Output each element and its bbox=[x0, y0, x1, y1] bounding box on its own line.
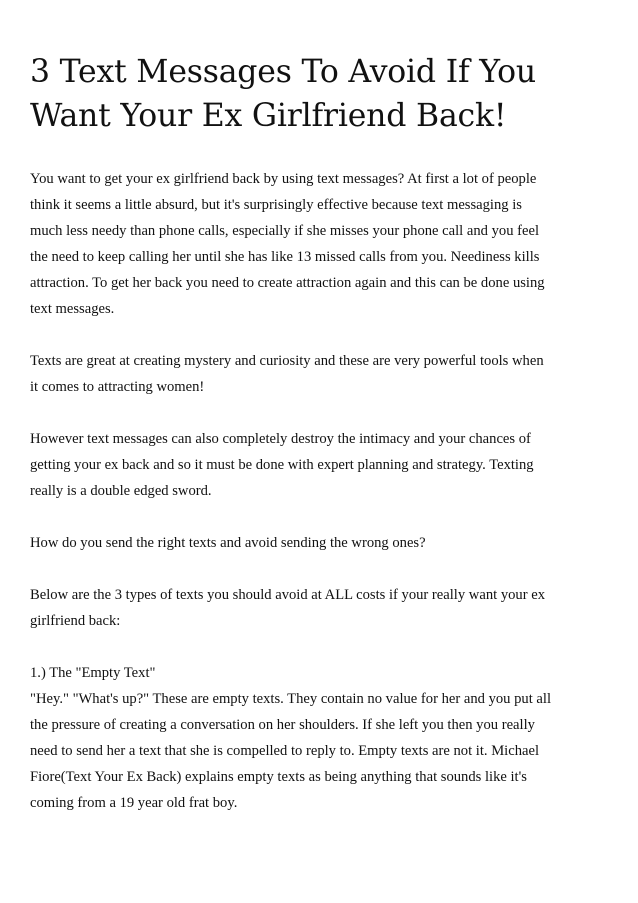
text-line: it comes to attracting women! bbox=[30, 379, 205, 395]
text-line: getting your ex back and so it must be done with expert planning and strategy. Texting bbox=[30, 457, 534, 473]
text-line: Fiore(Text Your Ex Back) explains empty texts as being anything that sounds like it's bbox=[30, 769, 527, 785]
document-page bbox=[30, 50, 610, 816]
text-line: the pressure of creating a conversation on her shoulders. If she left you then you really bbox=[30, 717, 535, 733]
title-line: Want Your Ex Girlfriend Back! bbox=[30, 98, 507, 134]
text-line: think it seems a little absurd, but it's surprisingly effective because text messaging is bbox=[30, 197, 522, 213]
text-line: girlfriend back: bbox=[30, 613, 121, 629]
text-line: attraction. To get her back you need to create attraction again and this can be done using bbox=[30, 275, 545, 291]
text-line: How do you send the right texts and avoid sending the wrong ones? bbox=[30, 535, 426, 551]
text-line: much less needy than phone calls, especially if she misses your phone call and you feel bbox=[30, 223, 540, 239]
section-heading: 1.) The "Empty Text" bbox=[30, 665, 156, 681]
paragraph-mystery bbox=[30, 348, 610, 400]
title-line: 3 Text Messages To Avoid If You bbox=[30, 54, 536, 90]
text-line: really is a double edged sword. bbox=[30, 483, 212, 499]
paragraph-destroy bbox=[30, 426, 610, 504]
text-line: the need to keep calling her until she has like 13 missed calls from you. Neediness kills bbox=[30, 249, 540, 265]
text-line: text messages. bbox=[30, 301, 115, 317]
text-line: need to send her a text that she is compelled to reply to. Empty texts are not it. Michael bbox=[30, 743, 540, 759]
paragraph-question bbox=[30, 530, 610, 556]
text-line: Texts are great at creating mystery and curiosity and these are very powerful tools when bbox=[30, 353, 544, 369]
text-line: Below are the 3 types of texts you should avoid at ALL costs if your really want your ex bbox=[30, 587, 545, 603]
page-title bbox=[30, 50, 610, 138]
text-line: coming from a 19 year old frat boy. bbox=[30, 795, 238, 811]
paragraph-types bbox=[30, 582, 610, 634]
article-body bbox=[30, 166, 610, 816]
text-line: However text messages can also completely destroy the intimacy and your chances of bbox=[30, 431, 531, 447]
text-line: You want to get your ex girlfriend back by using text messages? At first a lot of people bbox=[30, 171, 537, 187]
text-line: "Hey." "What's up?" These are empty texts. They contain no value for her and you put all bbox=[30, 691, 552, 707]
section-empty-text bbox=[30, 660, 610, 816]
paragraph-intro bbox=[30, 166, 610, 322]
